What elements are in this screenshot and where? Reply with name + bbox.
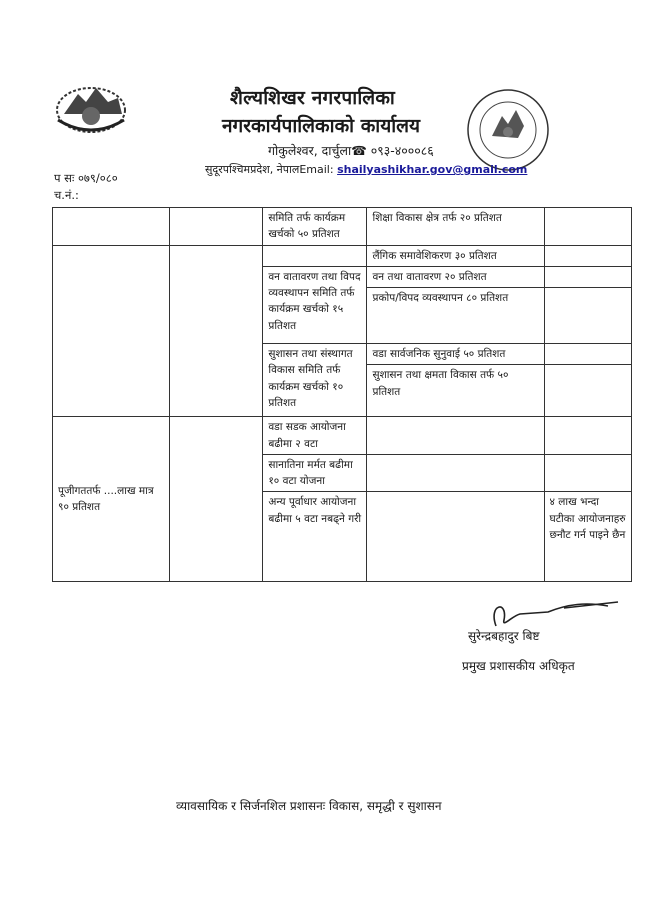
table-cell: अन्य पूर्वाधार आयोजना बढीमा ५ वटा नबढ्ने गरी: [263, 492, 367, 582]
table-cell: सुशासन तथा संस्थागत विकास समिति तर्फ कार्यक्रम खर्चको १० प्रतिशत: [263, 344, 367, 417]
table-cell: वन तथा वातावरण २० प्रतिशत: [367, 266, 544, 287]
table-cell: वडा सडक आयोजना बढीमा २ वटा: [263, 417, 367, 455]
table-cell: वडा सार्वजनिक सुनुवाई ५० प्रतिशत: [367, 344, 544, 365]
office-address: गोकुलेश्वर, दार्चुला☎ ०९३-४०००८६: [268, 143, 434, 158]
table-cell: प्रकोप/विपद व्यवस्थापन ८० प्रतिशत: [367, 288, 544, 344]
table-cell: ४ लाख भन्दा घटीका आयोजनाहरु छनौट गर्न पाइने छैन: [544, 492, 632, 582]
email-link[interactable]: shailyashikhar.gov@gmail.com: [337, 163, 528, 176]
table-row: [53, 208, 632, 246]
municipality-name: शैल्यशिखर नगरपालिका: [230, 87, 396, 109]
table-cell: समिति तर्फ कार्यक्रम खर्चको ५० प्रतिशत: [263, 208, 367, 246]
table-cell: शिक्षा विकास क्षेत्र तर्फ २० प्रतिशत: [367, 208, 544, 246]
office-seal-stamp: [462, 86, 554, 174]
table-cell: लैंगिक समावेशिकरण ३० प्रतिशत: [367, 245, 544, 266]
budget-table: [52, 207, 632, 582]
province-text: सुदूरपश्चिमप्रदेश, नेपालEmail:: [205, 163, 338, 176]
nepal-emblem-logo: [52, 80, 130, 136]
signatory-designation: प्रमुख प्रशासकीय अधिकृत: [462, 659, 575, 673]
dispatch-number: च.नं.:: [54, 188, 79, 202]
table-cell: वन वातावरण तथा विपद व्यवस्थापन समिति तर्फ कार्यक्रम खर्चको १५ प्रतिशत: [263, 266, 367, 343]
table-cell: सुशासन तथा क्षमता विकास तर्फ ५० प्रतिशत: [367, 365, 544, 417]
footer-slogan: व्यावसायिक र सिर्जनशिल प्रशासनः विकास, समृद्धी र सुशासन: [176, 799, 442, 813]
table-cell: पूजीगततर्फ ....लाख मात्र ९० प्रतिशत: [53, 417, 170, 582]
signatory-name: सुरेन्द्रबहादुर बिष्ट: [468, 629, 540, 643]
fiscal-year: प सः ०७९/०८०: [54, 171, 118, 185]
office-name: नगरकार्यपालिकाको कार्यालय: [222, 115, 421, 137]
table-row: [53, 417, 632, 455]
table-cell: सानातिना मर्मत बढीमा १० वटा योजना: [263, 454, 367, 492]
table-row: [53, 245, 632, 266]
office-contact: [205, 162, 527, 177]
